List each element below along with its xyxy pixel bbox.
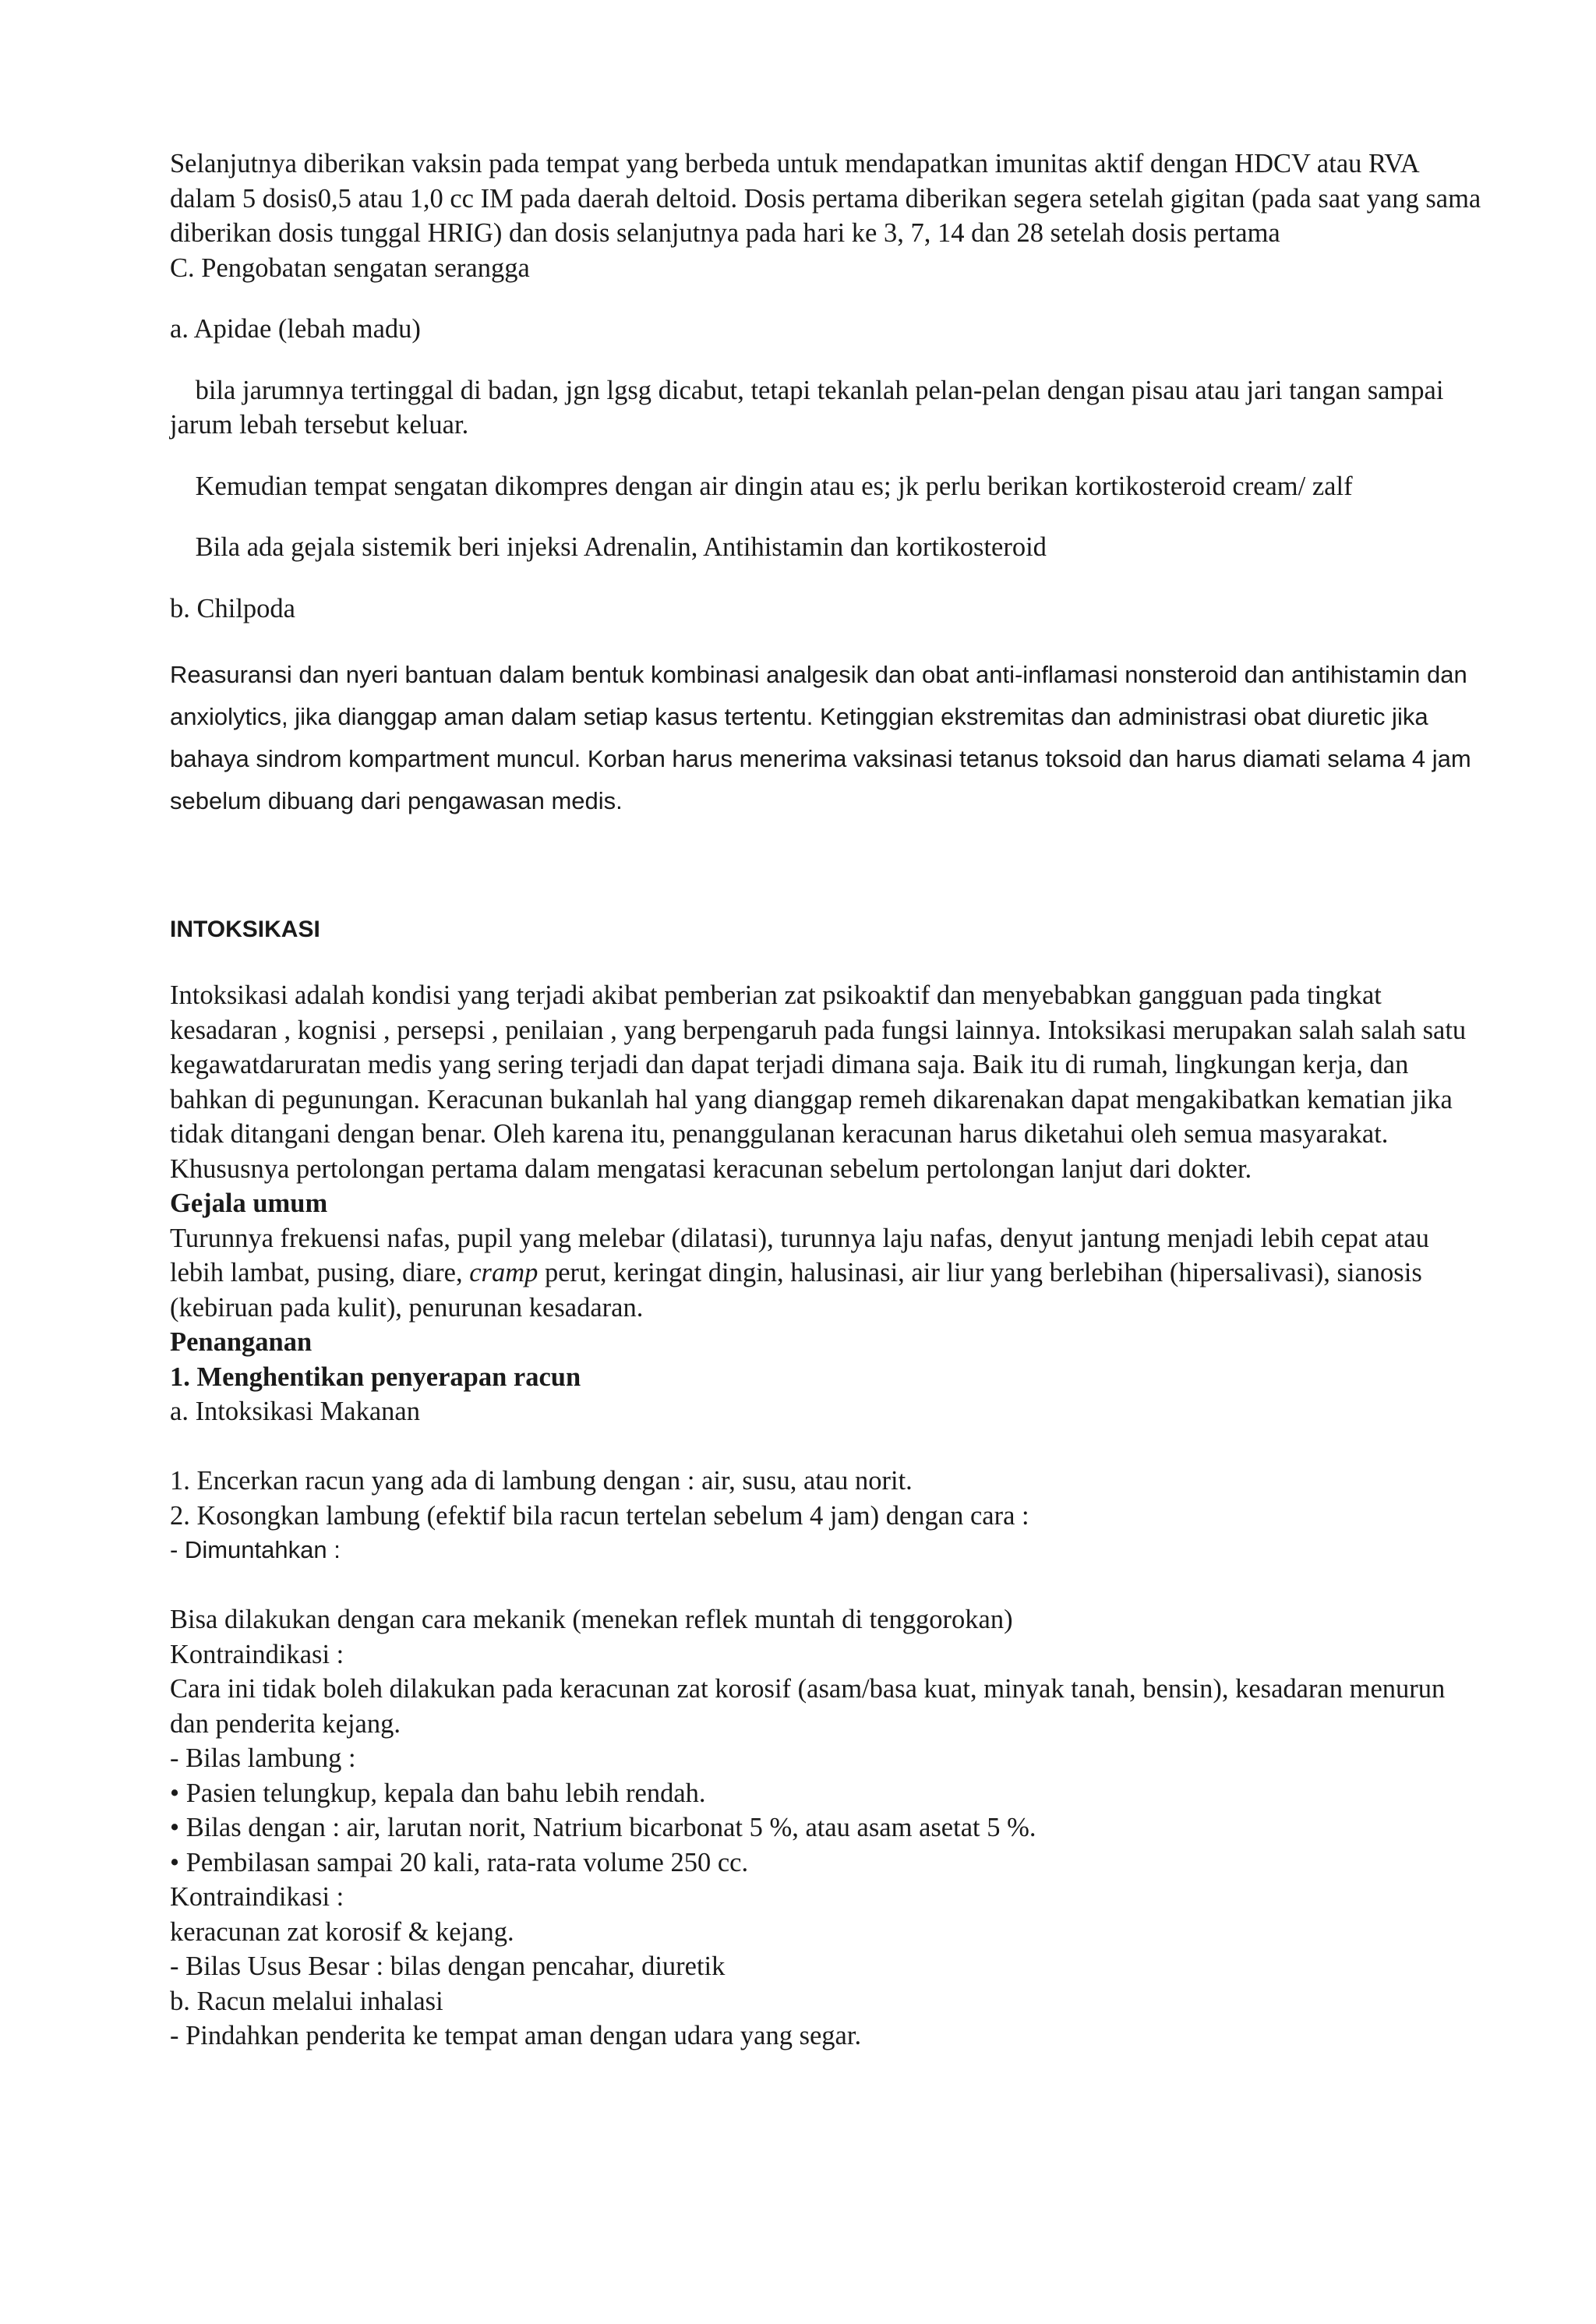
item-bilas-lambung: - Bilas lambung :: [170, 1743, 356, 1773]
item-pindahkan: - Pindahkan penderita ke tempat aman dengan udara yang segar.: [170, 2021, 862, 2050]
blank-line: [170, 1429, 1487, 1464]
heading-penanganan: Penanganan: [170, 1327, 312, 1357]
heading-gejala-umum: Gejala umum: [170, 1188, 328, 1218]
label-kontraindikasi-1: Kontraindikasi :: [170, 1639, 344, 1669]
gejala-text-2: perut, keringat dingin, halusinasi, air liur yang berlebihan (hipersalivasi), sianosis (kebiruan pada kulit), penurunan kesadaran.: [170, 1258, 1422, 1323]
paragraph-reasuransi: Reasuransi dan nyeri bantuan dalam bentuk kombinasi analgesik dan obat anti-inflamasi nonsteroid dan antihistamin dan anxiolytics, jika dianggap aman dalam setiap kasus tertentu. Ketinggian ekstremitas dan administrasi obat diuretic jika bahaya sindrom kompartment muncul. Korban harus menerima vaksinasi tetanus toksoid dan harus diamati selama 4 jam sebelum dibuang dari pengawasan medis.: [170, 661, 1471, 814]
gejala-text-1: Turunnya frekuensi nafas, pupil yang melebar (dilatasi), turunnya laju nafas, denyut jantung menjadi lebih cepat atau lebih lambat, pusing, diare,: [170, 1223, 1429, 1287]
subheading-inhalasi: b. Racun melalui inhalasi: [170, 1986, 443, 2016]
bullet-item-kompres: [170, 469, 1487, 504]
paragraph-gejala: [170, 1221, 1487, 1326]
heading-pengobatan-sengatan: C. Pengobatan sengatan serangga: [170, 253, 530, 283]
bullet-item-jarum: [170, 373, 1487, 443]
paragraph-intoksikasi: Intoksikasi adalah kondisi yang terjadi akibat pemberian zat psikoaktif dan menyebabkan gangguan pada tingkat kesadaran , kognisi , persepsi , penilaian , yang berpengaruh pada fungsi lainnya. Intoksikasi merupakan salah salah satu kegawatdaruratan medis yang sering terjadi dan dapat terjadi dimana saja. Baik itu di rumah, lingkungan kerja, dan bahkan di pegunungan. Keracunan bukanlah hal yang dianggap remeh dikarenakan dapat mengakibatkan kematian jika tidak ditangani dengan benar. Oleh karena itu, penanggulanan keracunan harus diketahui oleh semua masyarakat. Khususnya pertolongan pertama dalam mengatasi keracunan sebelum pertolongan lanjut dari dokter.: [170, 980, 1467, 1184]
gejala-emphasis: cramp: [469, 1258, 538, 1287]
item-bilas-usus: - Bilas Usus Besar : bilas dengan pencahar, diuretik: [170, 1951, 726, 1981]
subheading-chilpoda: b. Chilpoda: [170, 593, 295, 623]
paragraph-vaksin: Selanjutnya diberikan vaksin pada tempat yang berbeda untuk mendapatkan imunitas aktif dengan HDCV atau RVA dalam 5 dosis0,5 atau 1,0 cc IM pada daerah deltoid. Dosis pertama diberikan segera setelah gigitan (pada saat yang sama diberikan dosis tunggal HRIG) dan dosis selanjutnya pada hari ke 3, 7, 14 dan 28 setelah dosis pertama: [170, 149, 1481, 248]
text-mekanik: Bisa dilakukan dengan cara mekanik (menekan reflek muntah di tenggorokan): [170, 1605, 1013, 1634]
step-kosongkan: 2. Kosongkan lambung (efektif bila racun tertelan sebelum 4 jam) dengan cara :: [170, 1500, 1029, 1531]
document-page: [170, 147, 1487, 2054]
bullet-item-sistemik: [170, 530, 1487, 565]
step-encerkan: 1. Encerkan racun yang ada di lambung dengan : air, susu, atau norit.: [170, 1466, 913, 1496]
item-dimuntahkan: - Dimuntahkan :: [170, 1536, 341, 1563]
bullet-text: Kemudian tempat sengatan dikompres dengan air dingin atau es; jk perlu berikan kortikosteroid cream/ zalf: [189, 471, 1353, 501]
section-heading-intoksikasi: INTOKSIKASI: [170, 917, 320, 942]
dot-item-telungkup: • Pasien telungkup, kepala dan bahu lebih rendah.: [170, 1778, 706, 1808]
label-kontraindikasi-2: Kontraindikasi :: [170, 1882, 344, 1912]
heading-menghentikan: 1. Menghentikan penyerapan racun: [170, 1362, 581, 1392]
dot-item-bilas: • Bilas dengan : air, larutan norit, Natrium bicarbonat 5 %, atau asam asetat 5 %.: [170, 1813, 1036, 1842]
subheading-intoksikasi-makanan: a. Intoksikasi Makanan: [170, 1397, 420, 1426]
dot-item-pembilasan: • Pembilasan sampai 20 kali, rata-rata volume 250 cc.: [170, 1847, 749, 1877]
bullet-text: Bila ada gejala sistemik beri injeksi Adrenalin, Antihistamin dan kortikosteroid: [189, 532, 1047, 562]
text-kontraindikasi-2: keracunan zat korosif & kejang.: [170, 1916, 514, 1947]
blank-line: [170, 1568, 1487, 1603]
subheading-apidae: a. Apidae (lebah madu): [170, 314, 421, 344]
bullet-text: bila jarumnya tertinggal di badan, jgn lgsg dicabut, tetapi tekanlah pelan-pelan dengan pisau atau jari tangan sampai jarum lebah tersebut keluar.: [170, 375, 1444, 440]
text-kontraindikasi-1: Cara ini tidak boleh dilakukan pada keracunan zat korosif (asam/basa kuat, minyak tanah, bensin), kesadaran menurun dan penderita kejang.: [170, 1674, 1446, 1739]
